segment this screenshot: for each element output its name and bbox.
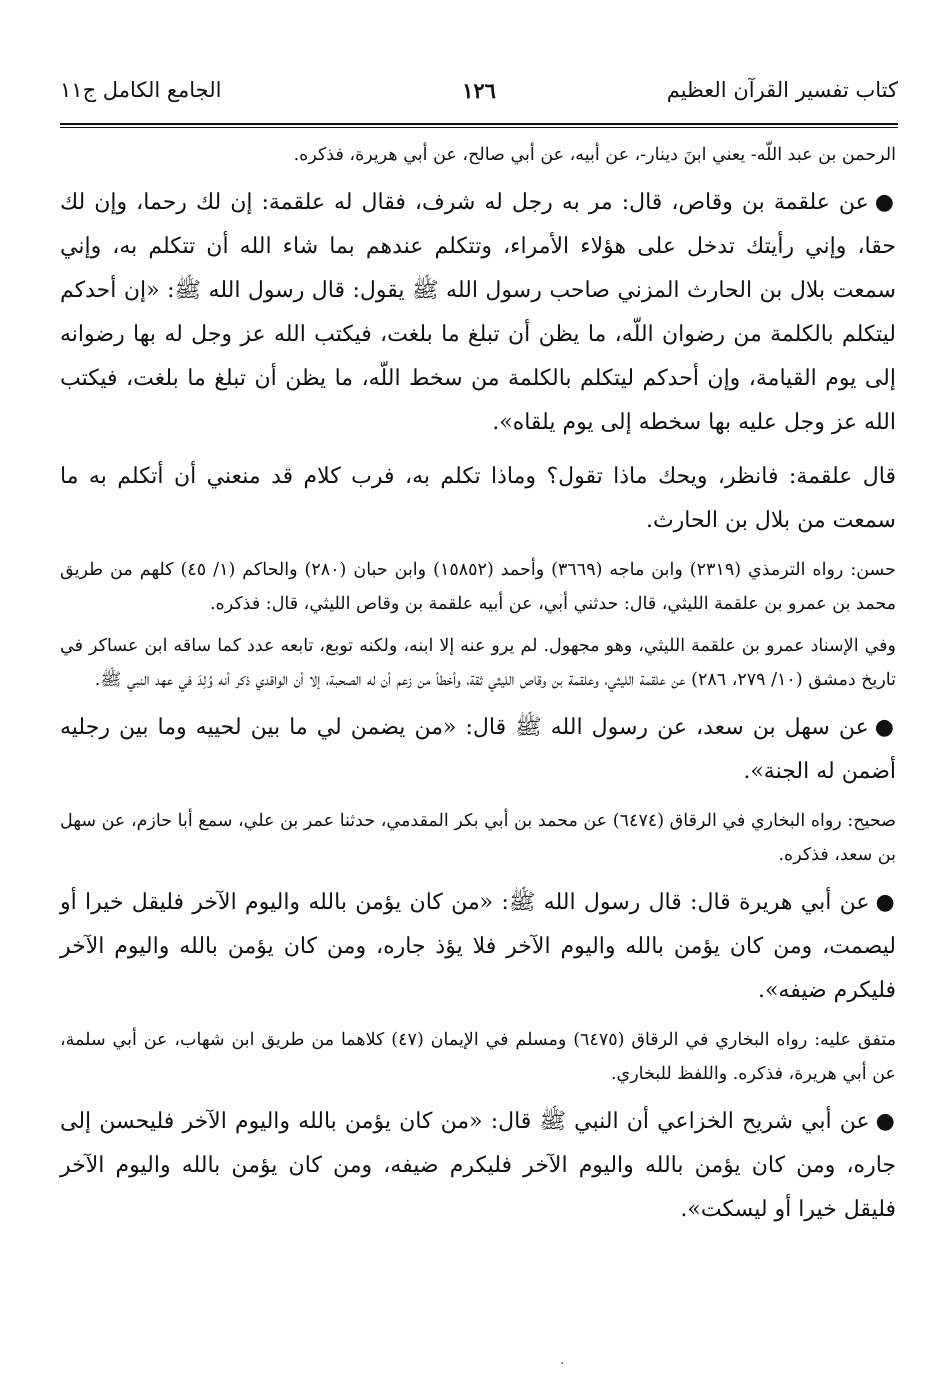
page-header bbox=[60, 78, 898, 112]
isnad-note bbox=[60, 629, 896, 697]
scan-mark: · bbox=[560, 1356, 565, 1372]
hadith-abu-shurayh bbox=[60, 1099, 896, 1232]
paragraph-text: متفق عليه: رواه البخاري في الرقاق (٦٤٧٥) ومسلم في الإيمان (٤٧) كلاهما من طريق ابن شهاب، عن أبي سلمة، عن أبي هريرة، فذكره. واللفظ للبخاري. bbox=[60, 1030, 897, 1084]
hadith-alqama bbox=[60, 180, 896, 445]
bullet-icon: ● bbox=[875, 889, 897, 915]
isnad-continuation bbox=[60, 138, 896, 172]
hadith-abu-hurayra bbox=[60, 880, 896, 1013]
paragraph-text: حسن: رواه الترمذي (٢٣١٩) وابن ماجه (٣٦٦٩) وأحمد (١٥٨٥٢) وابن حبان (٢٨٠) والحاكم (١/ ٤٥) كلهم من طريق محمد بن عمرو بن علقمة الليثي، قال: حدثني أبي، عن أبيه علقمة بن وقاص الليثي، قال: فذكره. bbox=[60, 560, 896, 614]
paragraph-text: عن علقمة بن وقاص، قال: مر به رجل له شرف، فقال له علقمة: إن لك رحما، وإن لك حقا، وإني رأيتك تدخل على هؤلاء الأمراء، وتتكلم عندهم بما شاء الله أن تتكلم به، وإني سمعت بلال بن الحارث المزني صاحب رسول الله ﷺ يقول: قال رسول الله ﷺ: «إن أحدكم ليتكلم بالكلمة من رضوان اللّه، ما يظن أن تبلغ ما بلغت، فيكتب الله عز وجل له بها رضوانه إلى يوم القيامة، وإن أحدكم ليتكلم بالكلمة من سخط اللّه، ما يظن أن تبلغ ما بلغت، فيكتب الله عز وجل عليه بها سخطه إلى يوم يلقاه». bbox=[60, 190, 896, 435]
volume-label: الجامع الكامل ج١١ bbox=[60, 78, 222, 102]
bullet-icon: ● bbox=[874, 189, 896, 215]
header-rule bbox=[60, 123, 898, 128]
page-content bbox=[60, 138, 896, 1232]
paragraph-text: صحيح: رواه البخاري في الرقاق (٦٤٧٤) عن محمد بن أبي بكر المقدمي، حدثنا عمر بن علي، سمع أبا حازم، عن سهل بن سعد، فذكره. bbox=[60, 811, 896, 865]
book-title: كتاب تفسير القرآن العظيم bbox=[666, 78, 898, 102]
paragraph-text: وفي الإسناد عمرو بن علقمة الليثي، وهو مجهول. لم يرو عنه إلا ابنه، ولكنه توبع، تابعه عدد كما ساقه ابن عساكر في تاريخ دمشق (١٠/ ٢٧٩، ٢٨٦) عن علقمة الليثي، وعلقمة بن وقاص الليثي ثقة، وأخطأ من زعم أن له الصحبة، إلا أن الواقدي ذكر أنه وُلِدَ في عهد النبي ﷺ. bbox=[60, 636, 896, 690]
alqama-comment bbox=[60, 455, 896, 543]
takhrij-muttafaq bbox=[60, 1023, 896, 1091]
paragraph-text: عن أبي هريرة قال: قال رسول الله ﷺ: «من كان يؤمن بالله واليوم الآخر فليقل خيرا أو ليصمت، ومن كان يؤمن بالله واليوم الآخر فلا يؤذ جاره، ومن كان يؤمن بالله واليوم الآخر فليكرم ضيفه». bbox=[60, 890, 896, 1003]
paragraph-text: عن سهل بن سعد، عن رسول الله ﷺ قال: «من يضمن لي ما بين لحييه وما بين رجليه أضمن له الجنة». bbox=[60, 715, 896, 784]
bullet-icon: ● bbox=[874, 714, 896, 740]
takhrij-hasan bbox=[60, 553, 896, 621]
paragraph-text: الرحمن بن عبد اللّه- يعني ابنَ دينار-، عن أبيه، عن أبي صالح، عن أبي هريرة، فذكره. bbox=[293, 145, 896, 165]
hadith-sahl bbox=[60, 705, 896, 794]
page-number: ١٢٦ bbox=[462, 78, 496, 103]
bullet-icon: ● bbox=[875, 1108, 896, 1134]
paragraph-text: عن أبي شريح الخزاعي أن النبي ﷺ قال: «من كان يؤمن بالله واليوم الآخر فليحسن إلى جاره، ومن كان يؤمن بالله واليوم الآخر فليكرم ضيفه، ومن كان يؤمن بالله واليوم الآخر فليقل خيرا أو ليسكت». bbox=[60, 1109, 896, 1222]
paragraph-text: قال علقمة: فانظر، ويحك ماذا تقول؟ وماذا تكلم به، فرب كلام قد منعني أن أتكلم به ما سمعت من بلال بن الحارث. bbox=[60, 464, 896, 533]
takhrij-sahih bbox=[60, 804, 896, 872]
